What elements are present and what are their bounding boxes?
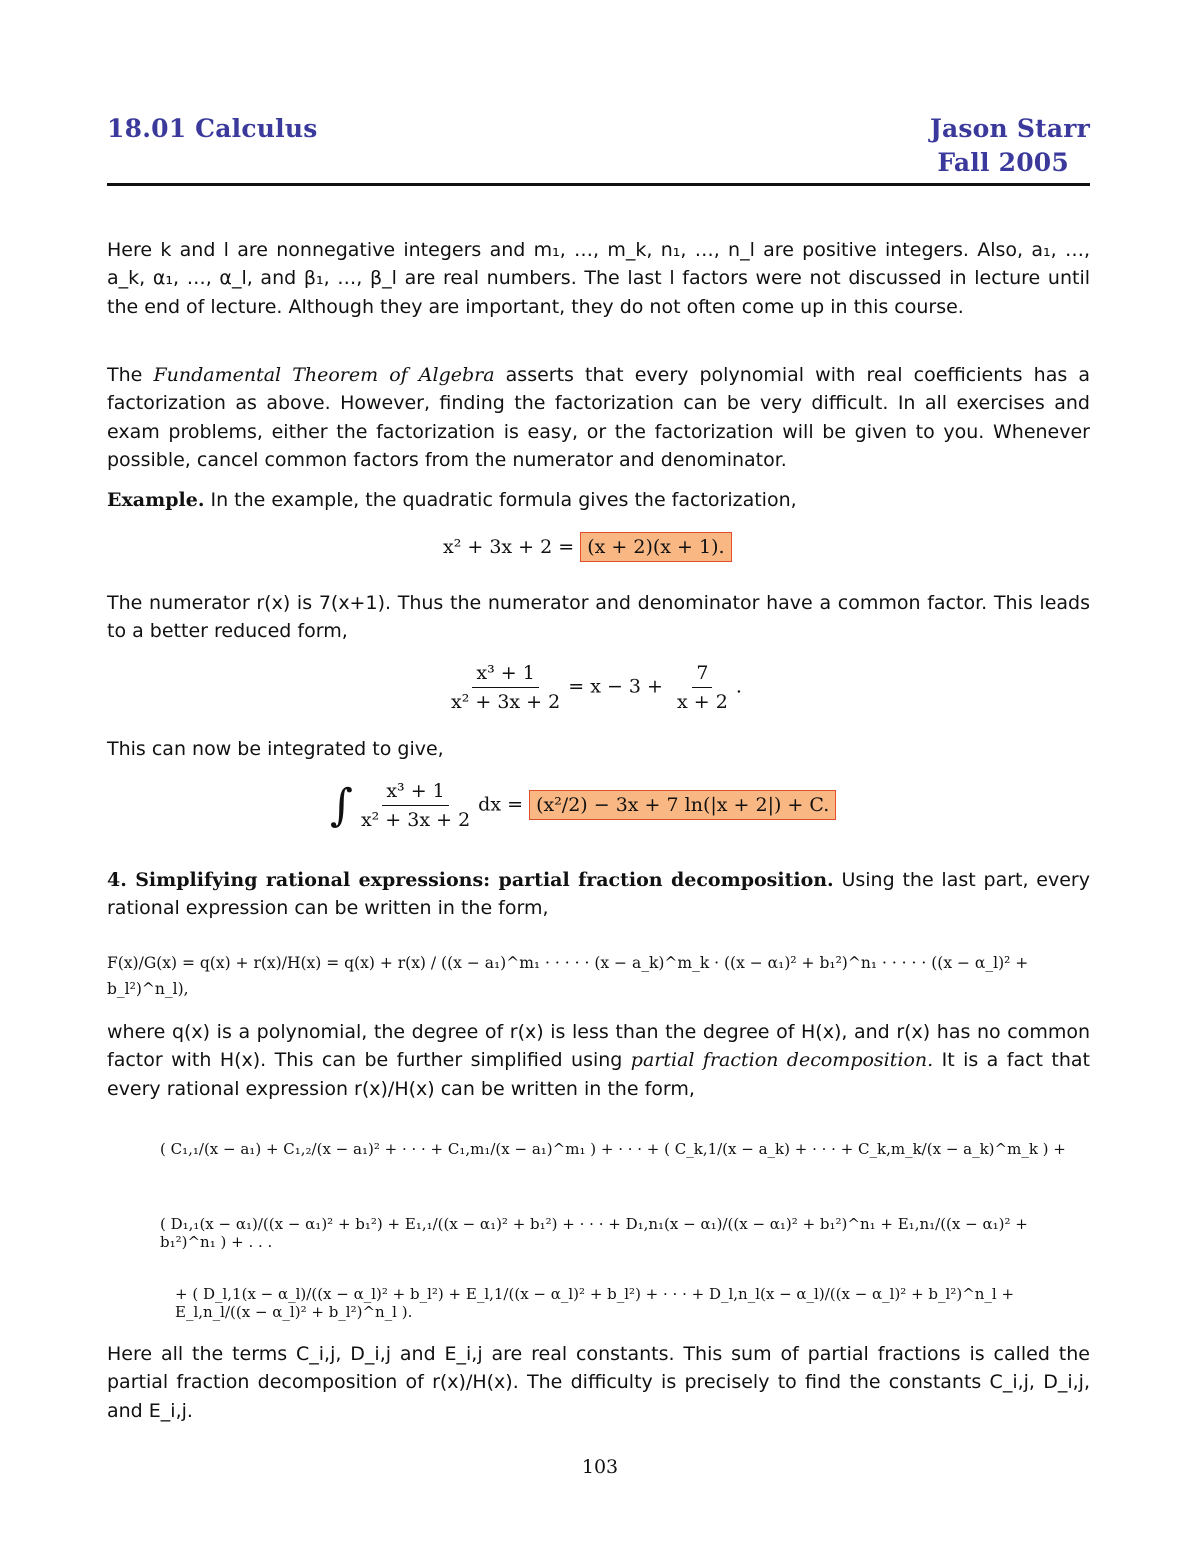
course-title: 18.01 Calculus [107, 114, 318, 143]
eq2-fraction-2 [673, 662, 732, 713]
paragraph-integers: Here k and l are nonnegative integers and m₁, …, m_k, n₁, …, n_l are positive integers. Also, a₁, …, a_k, α₁, …, α_l, and β₁, …, β_l are real numbers. The last l factors were not discussed in lecture until the end of lecture. Although they are important, they do not often come up in this course. [107, 239, 1090, 318]
equation-pfd-line-1: ( C₁,₁/(x − a₁) + C₁,₂/(x − a₁)² + · · · + C₁,m₁/(x − a₁)^m₁ ) + · · · + ( C_k,1/(x − a_k) + · · · + C_k,m_k/(x − a_k)^m_k ) + [160, 1140, 1066, 1158]
p5-emphasis: partial fraction decomposition. [630, 1049, 934, 1072]
equation-pfd-line-2: ( D₁,₁(x − α₁)/((x − α₁)² + b₁²) + E₁,₁/((x − α₁)² + b₁²) + · · · + D₁,n₁(x − α₁)/((x − α₁)² + b₁²)^n₁ + E₁,n₁/((x − α₁)² + b₁²)^n₁ ) + . . . [160, 1215, 1028, 1251]
eq2-numerator-2: 7 [692, 662, 712, 688]
eq3-boxed-rhs: (x²/2) − 3x + 7 ln(|x + 2|) + C. [529, 790, 836, 820]
p2-pre: The [107, 364, 154, 386]
author-name: Jason Starr [929, 114, 1090, 143]
eq1-lhs: x² + 3x + 2 = [443, 536, 581, 558]
example-label: Example. [107, 489, 205, 511]
eq2-end: . [735, 675, 742, 698]
eq3-fraction [357, 780, 474, 831]
p2-post: asserts that every polynomial with real coefficients has a factorization as above. However, finding the factorization can be very difficult. In all exercises and exam problems, either the factorization is easy, or the factorization will be given to you. Whenever possible, cancel common factors from the numerator and denominator. [107, 364, 1090, 471]
section-4-paragraph [107, 866, 1090, 923]
eq1-boxed-rhs: (x + 2)(x + 1). [580, 532, 731, 562]
eq3-numerator: x³ + 1 [382, 780, 448, 806]
eq2-denominator: x² + 3x + 2 [451, 691, 561, 713]
paragraph-fundamental-theorem [107, 361, 1090, 474]
equation-rational-form: F(x)/G(x) = q(x) + r(x)/H(x) = q(x) + r(x) / ((x − a₁)^m₁ · · · · · (x − a_k)^m_k · ((x − α₁)² + b₁²)^n₁ · · · · · ((x − α_l)² + b_l²)^n_l), [107, 954, 1029, 998]
eq2-fraction [447, 662, 564, 713]
page-number: 103 [581, 1456, 619, 1478]
eq2-middle: = x − 3 + [568, 675, 669, 698]
equation-reduced-form [443, 662, 742, 713]
example-text: In the example, the quadratic formula gives the factorization, [204, 489, 797, 511]
equation-pfd-line-3: + ( D_l,1(x − α_l)/((x − α_l)² + b_l²) + E_l,1/((x − α_l)² + b_l²) + · · · + D_l,n_l(x − α_l)/((x − α_l)² + b_l²)^n_l + E_l,n_l/((x − α_l)² + b_l²)^n_l ). [175, 1285, 1015, 1321]
paragraph-where [107, 1018, 1090, 1103]
section-4-text: Using the last part, every rational expression can be written in the form, [107, 869, 1090, 920]
eq3-dx: dx = [478, 793, 530, 816]
term-label: Fall 2005 [937, 148, 1069, 177]
integral-sign: ∫ [330, 780, 353, 831]
section-4-heading: 4. Simplifying rational expressions: partial fraction decomposition. [107, 869, 834, 891]
equation-integral [330, 780, 836, 831]
p5-pre: where q(x) is a polynomial, the degree of r(x) is less than the degree of H(x), and r(x) has no common factor with H(x). This can be further simplified using [107, 1021, 1090, 1072]
paragraph-constants: Here all the terms C_i,j, D_i,j and E_i,j are real constants. This sum of partial fractions is called the partial fraction decomposition of r(x)/H(x). The difficulty is precisely to find the constants C_i,j, D_i,j, and E_i,j. [107, 1343, 1090, 1422]
eq2-denominator-2: x + 2 [677, 691, 728, 713]
example-paragraph [107, 486, 1090, 514]
paragraph-integrate: This can now be integrated to give, [107, 738, 444, 760]
eq2-numerator: x³ + 1 [472, 662, 538, 688]
equation-factorization [443, 536, 732, 558]
header-rule [107, 183, 1090, 186]
p5-post: It is a fact that every rational expression r(x)/H(x) can be written in the form, [107, 1049, 1090, 1100]
paragraph-numerator: The numerator r(x) is 7(x+1). Thus the numerator and denominator have a common factor. This leads to a better reduced form, [107, 592, 1090, 643]
eq3-denominator: x² + 3x + 2 [360, 809, 471, 831]
p2-emphasis: Fundamental Theorem of Algebra [153, 364, 495, 386]
